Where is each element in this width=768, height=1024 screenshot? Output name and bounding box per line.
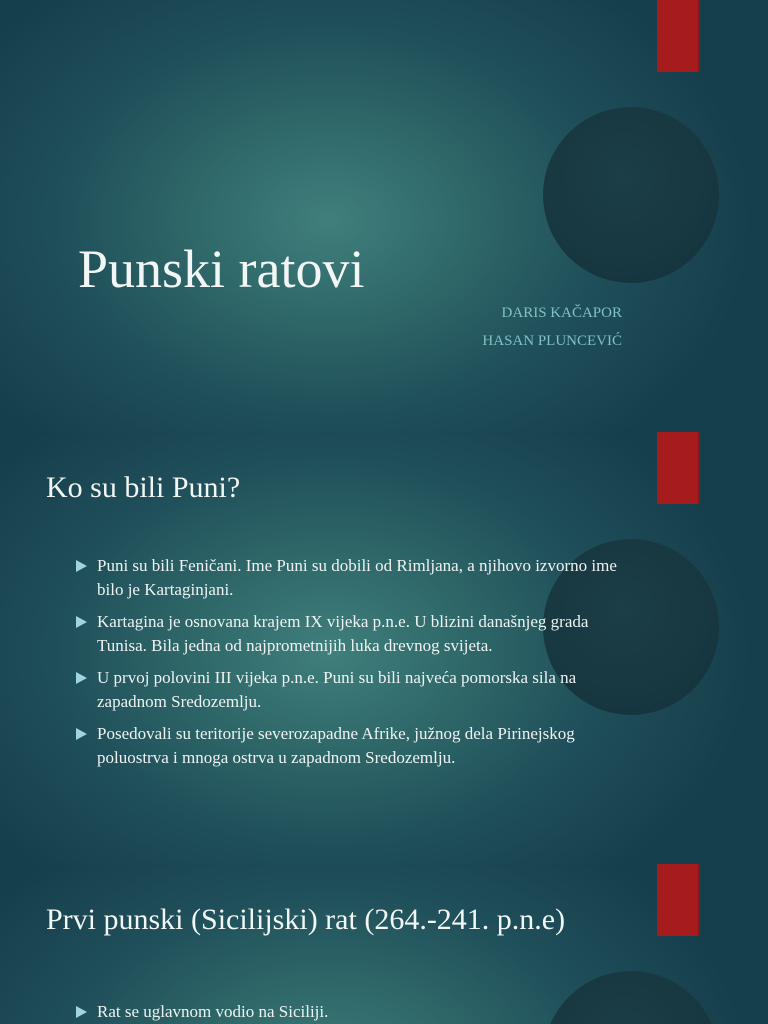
slide-heading: Ko su bili Puni?: [46, 471, 241, 504]
dark-circle-decoration: [543, 107, 719, 283]
bullet-text: Kartagina je osnovana krajem IX vijeka p.n.e. U blizini današnjeg grada Tunisa. Bila jedna od najprometnijih luka drevnog svijeta.: [97, 612, 589, 655]
presentation-title: Punski ratovi: [78, 239, 365, 299]
content-slide: [0, 864, 768, 1024]
content-slide: [0, 432, 768, 864]
bullet-item: [76, 722, 636, 770]
bullet-item: [76, 554, 636, 602]
bullet-list: [76, 554, 636, 778]
bullet-item: [76, 610, 636, 658]
red-accent-bar: [657, 0, 700, 72]
bullet-item: [76, 666, 636, 714]
bullet-text: Puni su bili Feničani. Ime Puni su dobili od Rimljana, a njihovo izvorno ime bilo je Kartaginjani.: [97, 556, 617, 599]
author-name: HASAN PLUNCEVIĆ: [482, 333, 622, 349]
bullet-list: [76, 1000, 636, 1024]
bullet-text: Rat se uglavnom vodio na Siciliji.: [97, 1002, 329, 1021]
red-accent-bar: [657, 864, 700, 936]
triangle-bullet-icon: [76, 1006, 87, 1018]
triangle-bullet-icon: [76, 728, 87, 740]
title-slide: [0, 0, 768, 432]
author-name: DARIS KAČAPOR: [501, 305, 622, 321]
triangle-bullet-icon: [76, 560, 87, 572]
triangle-bullet-icon: [76, 672, 87, 684]
bullet-item: [76, 1000, 636, 1024]
triangle-bullet-icon: [76, 616, 87, 628]
slide-heading: Prvi punski (Sicilijski) rat (264.-241. p.n.e): [46, 903, 566, 936]
bullet-text: Posedovali su teritorije severozapadne Afrike, južnog dela Pirinejskog poluostrva i mnoga ostrva u zapadnom Sredozemlju.: [97, 724, 575, 767]
bullet-text: U prvoj polovini III vijeka p.n.e. Puni su bili najveća pomorska sila na zapadnom Sredozemlju.: [97, 668, 577, 711]
red-accent-bar: [657, 432, 700, 504]
